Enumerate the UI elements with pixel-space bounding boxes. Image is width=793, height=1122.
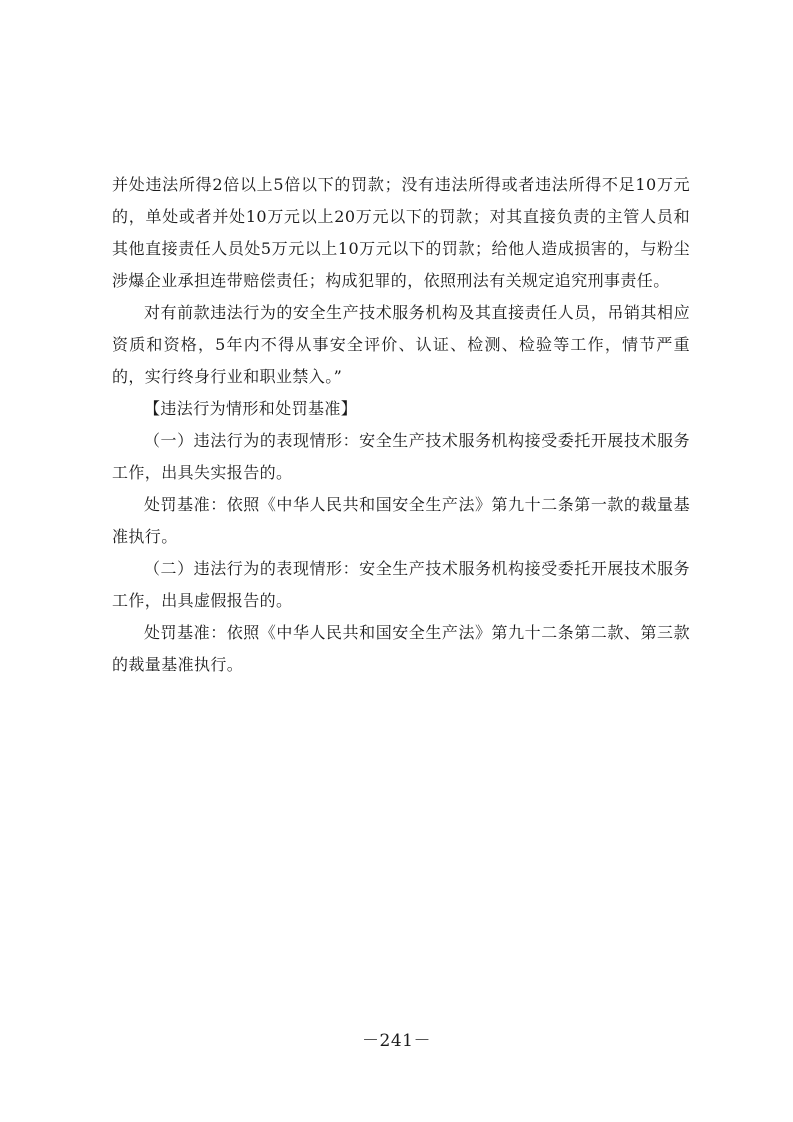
case-two-description: （二）违法行为的表现情形：安全生产技术服务机构接受委托开展技术服务工作，出具虚假报告的。 [112,559,690,610]
case-one-description: （一）违法行为的表现情形：安全生产技术服务机构接受委托开展技术服务工作，出具失实报告的。 [112,431,690,482]
case-one-penalty: 处罚基准：依照《中华人民共和国安全生产法》第九十二条第一款的裁量基准执行。 [112,495,690,546]
section-heading: 【违法行为情形和处罚基准】 [144,399,358,418]
page-number: －241－ [362,1031,431,1051]
paragraph-continuation: 并处违法所得2倍以上5倍以下的罚款；没有违法所得或者违法所得不足10万元的，单处或者并处10万元以上20万元以下的罚款；对其直接负责的主管人员和其他直接责任人员处5万元以上10万元以下的罚款；给他人造成损害的，与粉尘涉爆企业承担连带赔偿责任；构成犯罪的，依照刑法有关规定追究刑事责任。 [112,175,690,290]
body-text [112,169,690,681]
paragraph-revocation: 对有前款违法行为的安全生产技术服务机构及其直接责任人员，吊销其相应资质和资格，5年内不得从事安全评价、认证、检测、检验等工作，情节严重的，实行终身行业和职业禁入。” [112,303,690,386]
case-two-penalty: 处罚基准：依照《中华人民共和国安全生产法》第九十二条第二款、第三款的裁量基准执行。 [112,623,690,674]
